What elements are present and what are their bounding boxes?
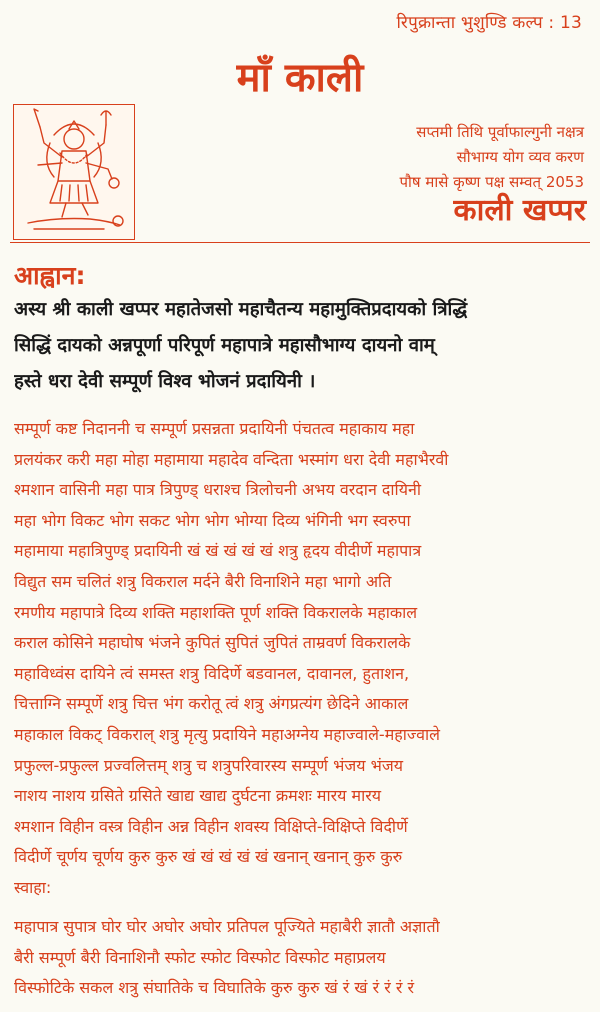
invocation-line: सिद्धिं दायको अन्नपूर्णा परिपूर्ण महापात्रे महासौभाग्य दायनो वाम् [14,335,435,356]
info-line-samvat: पौष मासे कृष्ण पक्ष सम्वत् 2053 [399,173,584,191]
mantra-line: सम्पूर्ण कष्ट निदाननी च सम्पूर्ण प्रसन्नता प्रदायिनी पंचतत्व महाकाय महा [14,419,415,438]
mantra-line: महाविध्वंस दायिने त्वं समस्त शत्रु विदिर्णे बडवानल, दावानल, हुताशन, [14,663,410,683]
mantra-line: नाशय नाशय ग्रसिते ग्रसिते खाद्य खाद्य दुर्घटना क्रमशः मारय मारय [14,786,382,806]
mantra-line: महापात्र सुपात्र घोर घोर अघोर अघोर प्रतिपल पूज्यिते महाबैरी ज्ञातौ अज्ञातौ [14,917,440,936]
almanac-info [400,120,584,195]
mantra-line: विदीर्णे चूर्णय चूर्णय कुरु कुरु खं खं खं खं खं खनान् खनान् कुरु कुरु [14,847,403,867]
mantra-line: विद्युत सम चलितं शत्रु विकराल मर्दने बैरी विनाशिने महा भागो अति [14,571,392,591]
kali-illustration [13,104,135,240]
mantra-line: महामाया महात्रिपुण्ड् प्रदायिनी खं खं खं खं खं शत्रु हृदय वीदीर्णे महापात्र [14,541,422,561]
section-subtitle: काली खप्पर [453,193,586,228]
mantra-paragraph-2 [14,912,590,1004]
kali-icon [14,105,134,239]
mantra-line: प्रफुल्ल-प्रफुल्ल प्रज्वलित्तम् शत्रु च शत्रुपरिवारस्य सम्पूर्ण भंजय भंजय [14,755,403,775]
mantra-line: महाकाल विकट् विकराल् शत्रु मृत्यु प्रदायिने महाअग्नेय महाज्वाले-महाज्वाले [14,724,440,744]
mantra-line: चित्ताग्नि सम्पूर्णे शत्रु चित्त भंग करोतू त्वं शत्रु अंगप्रत्यंग छेदिने आकाल [14,694,409,714]
mantra-paragraph [14,414,590,904]
invocation-heading: आह्वान: [14,261,86,290]
mantra-line: कराल कोसिने महाघोष भंजने कुपितं सुपितं जुपितं ताम्रवर्ण विकरालके [14,633,411,653]
info-line-tithi: सप्तमी तिथि पूर्वाफाल्गुनी नक्षत्र [416,123,584,141]
running-header: रिपुक्रान्ता भुशुण्डि कल्प : 13 [396,13,582,33]
mantra-line: स्वाहा: [14,877,52,897]
info-line-yoga: सौभाग्य योग व्यव करण [456,148,584,166]
invocation-line: अस्य श्री काली खप्पर महातेजसो महाचैतन्य महामुक्तिप्रदायको त्रिद्धिं [14,299,468,320]
page-title: माँ काली [236,55,364,101]
mantra-line: विस्फोटिके सकल शत्रु संघातिके च विघातिके कुरु कुरु खं रं खं रं रं रं रं [14,978,415,998]
mantra-line: रमणीय महापात्रे दिव्य शक्ति महाशक्ति पूर्ण शक्ति विकरालके महाकाल [14,602,418,622]
mantra-line: प्रलयंकर करी महा मोहा महामाया महादेव वन्दिता भस्मांग धरा देवी महाभैरवी [14,449,449,469]
mantra-line: श्मशान विहीन वस्त्र विहीन अन्न विहीन शवस्य विक्षिप्ते-विक्षिप्ते विदीर्णे [14,816,408,836]
mantra-line: श्मशान वासिनी महा पात्र त्रिपुण्ड् धराश्च त्रिलोचनी अभय वरदान दायिनी [14,480,422,500]
invocation-line: हस्ते धरा देवी सम्पूर्ण विश्व भोजनं प्रदायिनी । [14,371,316,392]
mantra-line: बैरी सम्पूर्ण बैरी विनाशिनौ स्फोट स्फोट विस्फोट विस्फोट महाप्रलय [14,947,386,967]
divider [10,242,590,243]
invocation-text [14,292,588,400]
mantra-line: महा भोग विकट भोग सकट भोग भोग भोग्या दिव्य भंगिनी भग स्वरुपा [14,510,411,530]
